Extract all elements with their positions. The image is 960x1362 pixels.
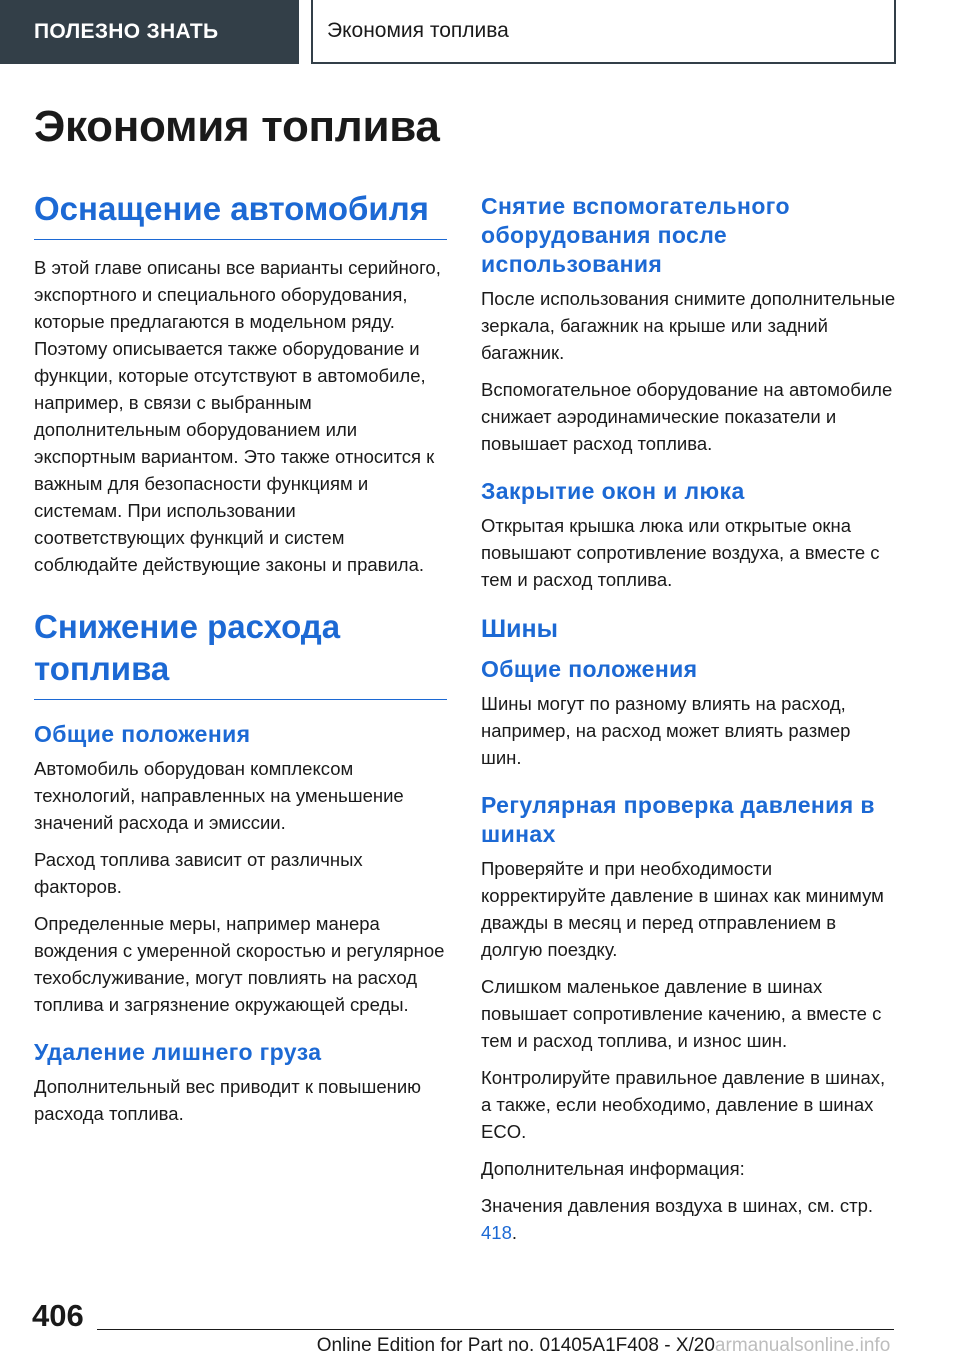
windows-heading: Закрытие окон и люка <box>481 478 745 504</box>
equipment-heading: Оснащение автомобиля <box>34 188 447 240</box>
right-column <box>481 192 896 1256</box>
pressure-paragraph-4: Дополнительная информация: <box>481 1158 745 1179</box>
pressure-paragraph-5 <box>481 1192 896 1246</box>
general-heading: Общие положения <box>34 721 251 747</box>
left-column <box>34 188 447 1137</box>
reduce-consumption-heading: Снижение расхода топлива <box>34 606 447 700</box>
watermark-text: armanualsonline.info <box>714 1335 891 1356</box>
tires-heading: Шины <box>481 615 558 643</box>
pressure-heading: Регулярная проверка давления в шинах <box>481 792 875 847</box>
section-label: ПОЛЕЗНО ЗНАТЬ <box>34 20 219 43</box>
chapter-label: Экономия топлива <box>327 19 509 42</box>
cargo-heading: Удаление лишнего груза <box>34 1039 322 1065</box>
tires-general-heading: Общие положения <box>481 656 698 682</box>
chapter-tab <box>311 0 896 64</box>
removal-heading: Снятие вспомогательного оборудования после использования <box>481 193 790 277</box>
pressure-reference-end: . <box>511 1222 518 1243</box>
pressure-paragraph-3: Контролируйте правильное давление в шинах, а также, если необходимо, давление в шинах ECO. <box>481 1067 886 1142</box>
removal-paragraph-2: Вспомогательное оборудование на автомобиле снижает аэродинамические показатели и повышает расход топлива. <box>481 379 893 454</box>
general-paragraph-2: Расход топлива зависит от различных факторов. <box>34 849 363 897</box>
removal-paragraph-1: После использования снимите дополнительные зеркала, багажник на крыше или задний багажник. <box>481 288 896 363</box>
edition-text: Online Edition for Part no. 01405A1F408 - X/20 <box>316 1335 715 1356</box>
section-tab <box>0 0 299 64</box>
general-paragraph-1: Автомобиль оборудован комплексом технологий, направленных на уменьшение значений расхода и эмиссии. <box>34 758 404 833</box>
page-title: Экономия топлива <box>34 102 440 151</box>
equipment-text: В этой главе описаны все варианты серийного, экспортного и специального оборудования, которые предлагаются в модельном ряду. Поэтому описывается также оборудование и функции, которые отсутствуют в автомобиле, например, в связи с выбранным дополнительным оборудованием или экспортным вариантом. Это также относится к важным для безопасности функциям и системам. При использовании соответствующих функций и систем соблюдайте действующие законы и правила. <box>34 257 441 575</box>
page-reference-link[interactable]: 418 <box>481 1222 512 1243</box>
tires-general-text: Шины могут по разному влиять на расход, например, на расход может влиять размер шин. <box>481 693 851 768</box>
pressure-reference-text: Значения давления воздуха в шинах, см. стр. <box>481 1195 874 1216</box>
cargo-text: Дополнительный вес приводит к повышению расхода топлива. <box>34 1076 422 1124</box>
pressure-paragraph-2: Слишком маленькое давление в шинах повышает сопротивление качению, а вместе с тем и расход топлива, и износ шин. <box>481 976 882 1051</box>
pressure-paragraph-1: Проверяйте и при необходимости корректируйте давление в шинах как минимум дважды в месяц и перед отправлением в долгую поездку. <box>481 858 884 960</box>
footer-divider <box>97 1329 894 1330</box>
footer-edition <box>311 1335 896 1357</box>
windows-text: Открытая крышка люка или открытые окна повышают сопротивление воздуха, а вместе с тем и расход топлива. <box>481 515 880 590</box>
page-number: 406 <box>32 1298 84 1333</box>
general-paragraph-3: Определенные меры, например манера вождения с умеренной скоростью и регулярное техобслуживание, могут повлиять на расход топлива и загрязнение окружающей среды. <box>34 913 445 1015</box>
